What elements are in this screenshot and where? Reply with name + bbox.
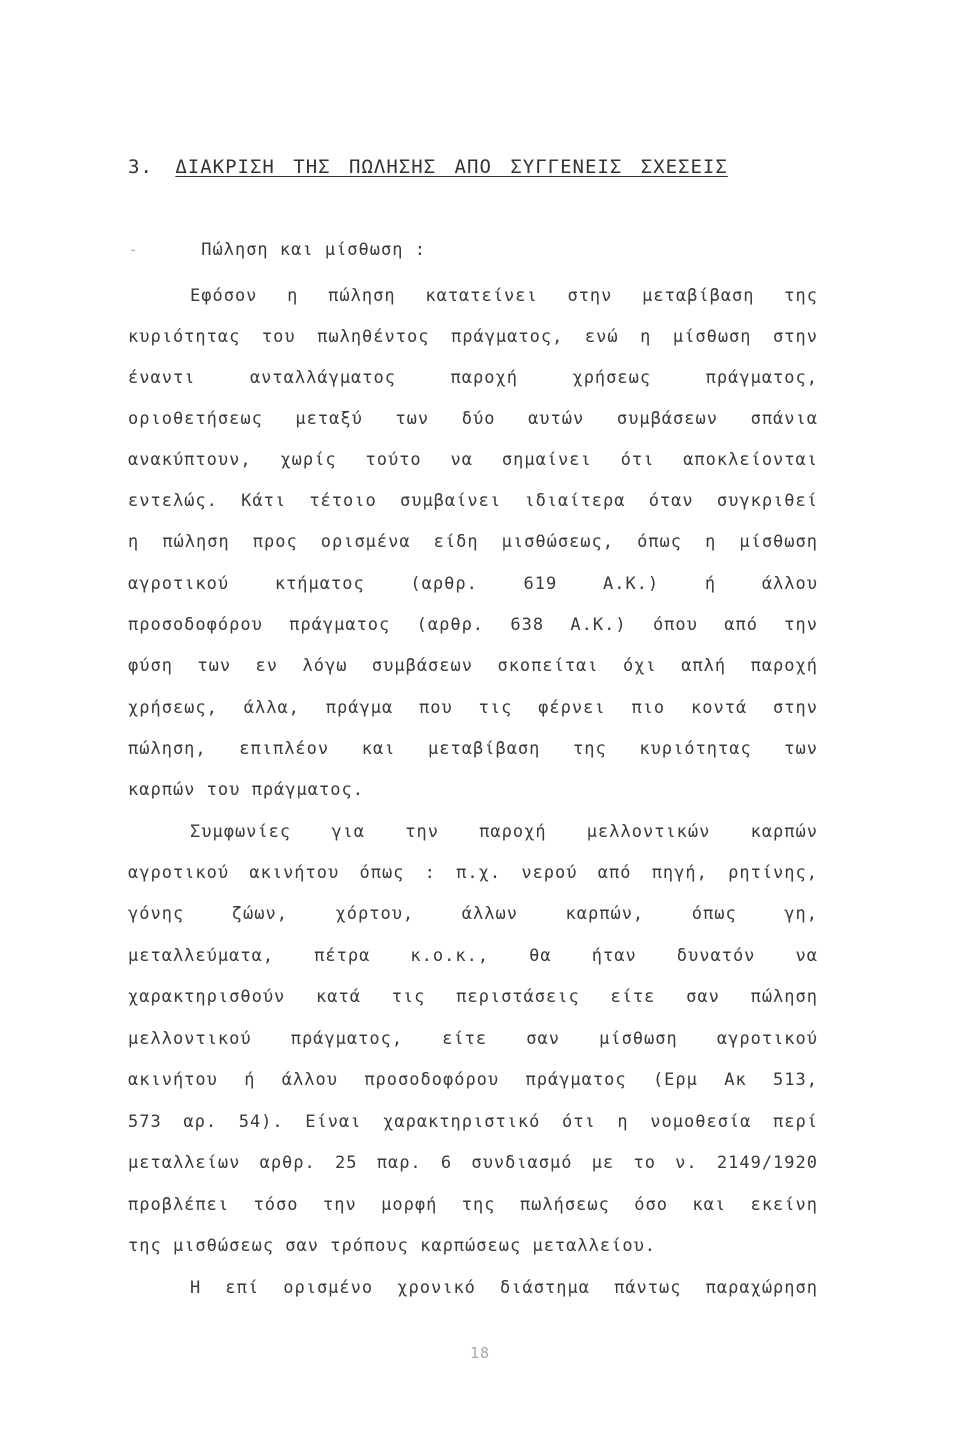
paragraph-line: πώληση, επιπλέον και μεταβίβαση της κυριότητας των [128,739,818,759]
paragraph-line: φύση των εν λόγω συμβάσεων σκοπείται όχι απλή παροχή [128,656,818,676]
section-number: 3. [128,156,153,178]
paragraph-line: μεταλλεύματα, πέτρα κ.ο.κ., θα ήταν δυνατόν να [128,946,818,966]
paragraph-line: Συμφωνίες για την παροχή μελλοντικών καρπών [190,822,818,842]
paragraph-line: γόνης ζώων, χόρτου, άλλων καρπών, όπως γη, [128,904,818,924]
paragraph-line: χαρακτηρισθούν κατά τις περιστάσεις είτε σαν πώληση [128,987,818,1007]
paragraph-line: μελλοντικού πράγματος, είτε σαν μίσθωση αγροτικού [128,1029,818,1049]
paragraph-line: ανακύπτουν, χωρίς τούτο να σημαίνει ότι αποκλείονται [128,450,818,470]
paragraph-line: κυριότητας του πωληθέντος πράγματος, ενώ η μίσθωση στην [128,327,818,347]
paragraph-line: καρπών του πράγματος. [128,780,364,800]
paragraph-line: μεταλλείων αρθρ. 25 παρ. 6 συνδιασμό με το ν. 2149/1920 [128,1153,818,1173]
paragraph-line: Εφόσον η πώληση κατατείνει στην μεταβίβαση της [190,286,818,306]
paragraph-line: προσοδοφόρου πράγματος (αρθρ. 638 Α.Κ.) όπου από την [128,615,818,635]
paragraph-line: ακινήτου ή άλλου προσοδοφόρου πράγματος (Ερμ Ακ 513, [128,1070,818,1090]
paragraph-line: εντελώς. Κάτι τέτοιο συμβαίνει ιδιαίτερα όταν συγκριθεί [128,491,818,511]
paragraph-line: χρήσεως, άλλα, πράγμα που τις φέρνει πιο κοντά στην [128,698,818,718]
paragraph-line: Η επί ορισμένο χρονικό διάστημα πάντως παραχώρηση [190,1278,818,1298]
subsection-title: Πώληση και μίσθωση : [201,240,426,260]
page-number: 18 [469,1344,491,1362]
bullet-dash: - [128,240,140,260]
paragraph-line: προβλέπει τόσο την μορφή της πωλήσεως όσο και εκείνη [128,1195,818,1215]
subsection-heading [128,240,426,260]
paragraph-line: η πώληση προς ορισμένα είδη μισθώσεως, όπως η μίσθωση [128,532,818,552]
paragraph-line: αγροτικού κτήματος (αρθρ. 619 Α.Κ.) ή άλλου [128,574,818,594]
paragraph-line: έναντι ανταλλάγματος παροχή χρήσεως πράγματος, [128,368,818,388]
paragraph-line: αγροτικού ακινήτου όπως : π.χ. νερού από πηγή, ρητίνης, [128,863,818,883]
section-title: ΔΙΑΚΡΙΣΗ ΤΗΣ ΠΩΛΗΣΗΣ ΑΠΟ ΣΥΓΓΕΝΕΙΣ ΣΧΕΣΕΙΣ [175,156,728,178]
paragraph-line: της μισθώσεως σαν τρόπους καρπώσεως μεταλλείου. [128,1236,657,1256]
paragraph-line: οριοθετήσεως μεταξύ των δύο αυτών συμβάσεων σπάνια [128,409,818,429]
section-heading [128,156,728,178]
paragraph-line: 573 αρ. 54). Είναι χαρακτηριστικό ότι η νομοθεσία περί [128,1112,818,1132]
